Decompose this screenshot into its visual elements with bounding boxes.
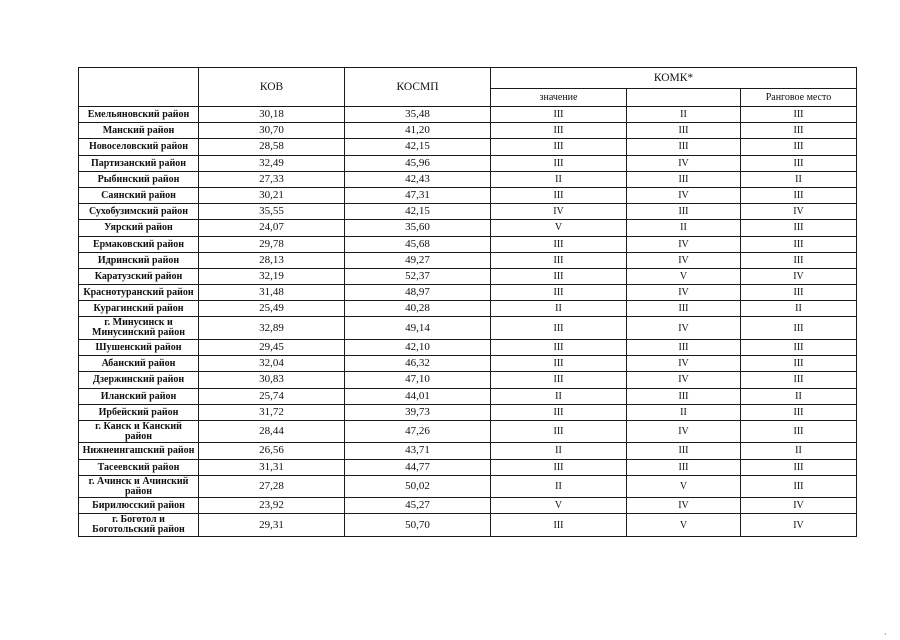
komk-value: II [491,171,627,187]
komk-rank-value: III [741,107,857,123]
komk-value: II [491,388,627,404]
komk-value: III [491,139,627,155]
komk-rank-value: IV [741,204,857,220]
kov-value: 32,49 [199,155,345,171]
district-name: Тасеевский район [79,459,199,475]
district-name: Уярский район [79,220,199,236]
kov-value: 31,48 [199,285,345,301]
komk-value: III [491,514,627,537]
table-row [79,107,857,123]
komk-value: III [491,236,627,252]
komk-middle-value: IV [627,420,741,443]
komk-value: V [491,498,627,514]
komk-middle-value: V [627,268,741,284]
komk-rank-value: III [741,475,857,498]
komk-rank-value: III [741,187,857,203]
table-row [79,301,857,317]
kosmp-value: 48,97 [345,285,491,301]
table-row [79,514,857,537]
district-name: Сухобузимский район [79,204,199,220]
komk-rank-value: II [741,171,857,187]
kosmp-value: 50,70 [345,514,491,537]
komk-value: III [491,420,627,443]
district-name: Емельяновский район [79,107,199,123]
komk-value: III [491,356,627,372]
table-row [79,155,857,171]
komk-rank-value: III [741,155,857,171]
page-speck: · [884,630,887,639]
komk-value: III [491,317,627,340]
komk-value: III [491,372,627,388]
kosmp-value: 39,73 [345,404,491,420]
kov-value: 26,56 [199,443,345,459]
kosmp-value: 35,48 [345,107,491,123]
komk-rank-value: III [741,285,857,301]
district-name: Саянский район [79,187,199,203]
komk-rank-value: III [741,459,857,475]
header-komk-value: значение [491,89,627,107]
komk-value: III [491,252,627,268]
kosmp-value: 42,15 [345,139,491,155]
district-name: Партизанский район [79,155,199,171]
table-row [79,285,857,301]
komk-middle-value: II [627,220,741,236]
kov-value: 31,31 [199,459,345,475]
table-row [79,443,857,459]
kov-value: 27,33 [199,171,345,187]
komk-value: III [491,404,627,420]
kosmp-value: 42,10 [345,339,491,355]
komk-value: III [491,459,627,475]
kov-value: 25,49 [199,301,345,317]
komk-value: V [491,220,627,236]
komk-value: III [491,285,627,301]
kosmp-value: 43,71 [345,443,491,459]
komk-rank-value: II [741,443,857,459]
kosmp-value: 44,77 [345,459,491,475]
kosmp-value: 47,31 [345,187,491,203]
kov-value: 25,74 [199,388,345,404]
district-name: Бирилюсский район [79,498,199,514]
komk-middle-value: III [627,388,741,404]
komk-rank-value: IV [741,268,857,284]
district-name: г. Боготол и Боготольский район [79,514,199,537]
komk-rank-value: IV [741,498,857,514]
komk-rank-value: III [741,139,857,155]
komk-middle-value: IV [627,252,741,268]
kosmp-value: 40,28 [345,301,491,317]
komk-value: III [491,268,627,284]
table-row [79,123,857,139]
table-row [79,268,857,284]
komk-middle-value: IV [627,285,741,301]
kosmp-value: 35,60 [345,220,491,236]
komk-middle-value: IV [627,317,741,340]
komk-rank-value: III [741,123,857,139]
header-komk: КОМК* [491,68,857,89]
kosmp-value: 49,14 [345,317,491,340]
komk-value: II [491,475,627,498]
komk-middle-value: IV [627,498,741,514]
komk-rank-value: II [741,388,857,404]
district-name: Шушенский район [79,339,199,355]
kov-value: 24,07 [199,220,345,236]
table-row [79,171,857,187]
komk-middle-value: III [627,139,741,155]
district-name: Нижнеингашский район [79,443,199,459]
komk-middle-value: III [627,339,741,355]
district-name: Иланский район [79,388,199,404]
district-name: Новоселовский район [79,139,199,155]
komk-rank-value: III [741,317,857,340]
table-body [79,68,857,537]
kov-value: 32,04 [199,356,345,372]
kosmp-value: 42,43 [345,171,491,187]
kosmp-value: 42,15 [345,204,491,220]
kosmp-value: 49,27 [345,252,491,268]
komk-rank-value: III [741,356,857,372]
kosmp-value: 52,37 [345,268,491,284]
table-row [79,404,857,420]
header-komk-rank: Ранговое место [741,89,857,107]
komk-middle-value: IV [627,187,741,203]
kov-value: 28,44 [199,420,345,443]
kov-value: 27,28 [199,475,345,498]
kov-value: 23,92 [199,498,345,514]
district-name: Курагинский район [79,301,199,317]
komk-value: II [491,301,627,317]
kosmp-value: 47,10 [345,372,491,388]
kov-value: 30,83 [199,372,345,388]
table-row [79,356,857,372]
kosmp-value: 41,20 [345,123,491,139]
district-indicators-table [78,67,857,537]
kov-value: 29,78 [199,236,345,252]
komk-middle-value: III [627,301,741,317]
komk-rank-value: III [741,252,857,268]
district-name: Ирбейский район [79,404,199,420]
komk-middle-value: II [627,404,741,420]
kosmp-value: 44,01 [345,388,491,404]
komk-rank-value: III [741,420,857,443]
table-row [79,420,857,443]
header-kosmp: КОСМП [345,68,491,107]
header-row-top [79,68,857,89]
district-name: г. Канск и Канский район [79,420,199,443]
kov-value: 28,13 [199,252,345,268]
kov-value: 30,70 [199,123,345,139]
komk-rank-value: III [741,404,857,420]
komk-value: II [491,443,627,459]
header-district [79,68,199,107]
kosmp-value: 45,96 [345,155,491,171]
kosmp-value: 45,68 [345,236,491,252]
table-row [79,139,857,155]
kov-value: 29,45 [199,339,345,355]
kov-value: 32,19 [199,268,345,284]
table-row [79,388,857,404]
komk-rank-value: III [741,372,857,388]
district-name: Абанский район [79,356,199,372]
table-row [79,498,857,514]
kov-value: 35,55 [199,204,345,220]
komk-value: IV [491,204,627,220]
table-row [79,220,857,236]
komk-rank-value: III [741,236,857,252]
kosmp-value: 47,26 [345,420,491,443]
komk-middle-value: V [627,514,741,537]
komk-value: III [491,339,627,355]
header-komk-middle [627,89,741,107]
header-kov: КОВ [199,68,345,107]
komk-middle-value: IV [627,356,741,372]
kov-value: 30,18 [199,107,345,123]
komk-middle-value: III [627,459,741,475]
komk-value: III [491,123,627,139]
table-row [79,459,857,475]
komk-rank-value: IV [741,514,857,537]
komk-middle-value: V [627,475,741,498]
komk-value: III [491,155,627,171]
table-row [79,236,857,252]
komk-value: III [491,187,627,203]
district-name: Идринский район [79,252,199,268]
komk-middle-value: III [627,123,741,139]
table-row [79,204,857,220]
district-name: Краснотуранский район [79,285,199,301]
table-row [79,317,857,340]
district-name: Манский район [79,123,199,139]
komk-middle-value: III [627,204,741,220]
kosmp-value: 46,32 [345,356,491,372]
komk-middle-value: IV [627,155,741,171]
komk-middle-value: IV [627,236,741,252]
table-row [79,252,857,268]
kov-value: 28,58 [199,139,345,155]
kosmp-value: 45,27 [345,498,491,514]
kov-value: 32,89 [199,317,345,340]
komk-value: III [491,107,627,123]
district-name: г. Минусинск и Минусинский район [79,317,199,340]
district-name: Каратузский район [79,268,199,284]
komk-middle-value: III [627,443,741,459]
district-name: Рыбинский район [79,171,199,187]
kosmp-value: 50,02 [345,475,491,498]
komk-middle-value: III [627,171,741,187]
district-name: г. Ачинск и Ачинский район [79,475,199,498]
komk-middle-value: II [627,107,741,123]
table-row [79,339,857,355]
kov-value: 29,31 [199,514,345,537]
kov-value: 30,21 [199,187,345,203]
table-row [79,372,857,388]
district-name: Дзержинский район [79,372,199,388]
table-row [79,187,857,203]
komk-rank-value: II [741,301,857,317]
komk-middle-value: IV [627,372,741,388]
komk-rank-value: III [741,220,857,236]
kov-value: 31,72 [199,404,345,420]
district-name: Ермаковский район [79,236,199,252]
table-row [79,475,857,498]
komk-rank-value: III [741,339,857,355]
